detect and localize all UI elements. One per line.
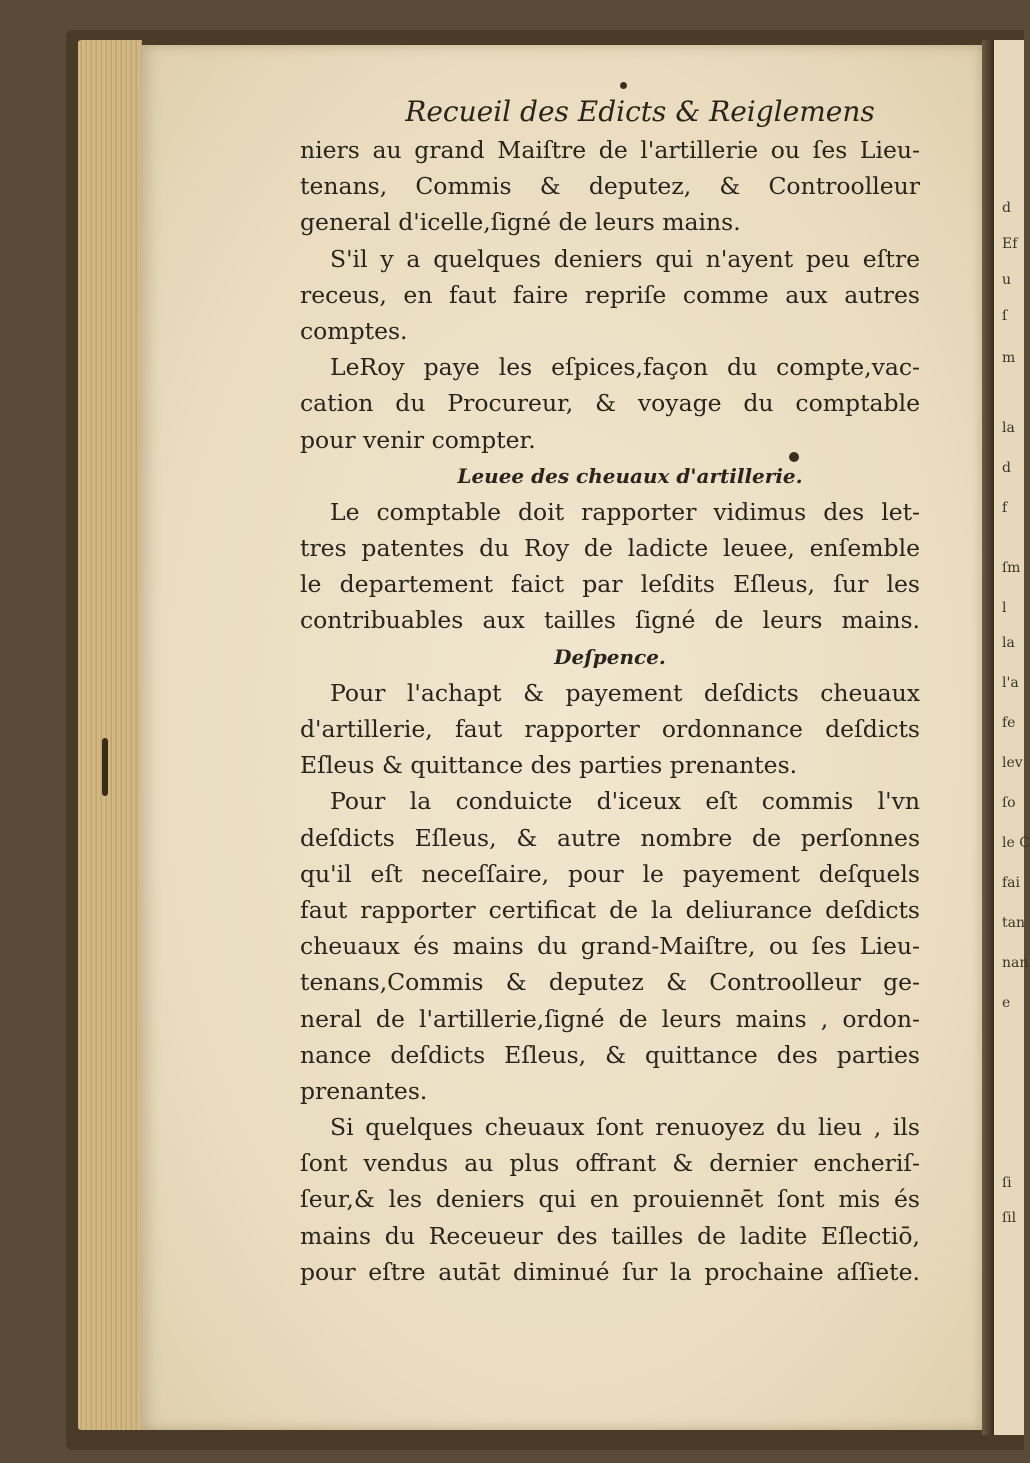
running-header: Recueil des Edicts & Reiglemens	[405, 95, 875, 128]
facing-page-fragment: e	[1002, 995, 1011, 1011]
text-line: faut rapporter certificat de la deliurance deſdicts	[300, 895, 920, 924]
text-line: Pour l'achapt & payement deſdicts cheuaux	[330, 678, 920, 707]
text-line: contribuables aux tailles ſigné de leurs mains.	[300, 606, 920, 635]
text-line: tenans, Commis & deputez, & Controolleur	[300, 172, 920, 201]
facing-page-fragment: l	[1002, 600, 1007, 616]
text-line: Pour la conduicte d'iceux eſt commis l'vn	[330, 787, 920, 816]
text-line: prenantes.	[300, 1076, 428, 1105]
text-line: qu'il eſt neceſſaire, pour le payement deſquels	[300, 859, 920, 888]
text-line: niers au grand Maiſtre de l'artillerie ou ſes Lieu-	[300, 136, 920, 164]
text-line: cation du Procureur, & voyage du comptable	[300, 389, 920, 418]
text-line: Si quelques cheuaux ſont renuoyez du lieu , ils	[330, 1113, 920, 1142]
text-line: d'artillerie, faut rapporter ordonnance deſdicts	[300, 715, 920, 743]
facing-page-fragment: fai	[1002, 875, 1021, 891]
text-line: tenans,Commis & deputez & Controolleur ge-	[300, 968, 920, 997]
facing-page-fragment: Ef	[1002, 236, 1018, 252]
page-text	[300, 95, 920, 1290]
text-line: deſdicts Eſleus, & autre nombre de perſonnes	[300, 823, 920, 852]
facing-page-fragment: le C	[1002, 835, 1030, 851]
facing-page-fragment: d	[1002, 460, 1011, 476]
text-line: Eſleus & quittance des parties prenantes.	[300, 751, 798, 780]
page-edges	[78, 40, 142, 1430]
ink-spot	[620, 82, 627, 89]
facing-page-fragment: nan	[1002, 955, 1029, 971]
text-line: S'il y a quelques deniers qui n'ayent peu eſtre	[330, 244, 920, 273]
text-line: le departement faict par leſdits Eſleus, ſur les	[300, 570, 920, 599]
facing-page-fragment: tan	[1002, 915, 1025, 931]
text-line: ſont vendus au plus offrant & dernier encheriſ-	[300, 1149, 920, 1178]
text-line: ſeur,& les deniers qui en prouiennēt ſont mis és	[300, 1185, 920, 1214]
facing-page-fragment: ſi	[1002, 1175, 1012, 1191]
section-heading-levee: Leuee des cheuaux d'artillerie.	[457, 463, 803, 488]
text-line: neral de l'artillerie,ſigné de leurs mains , ordon-	[300, 1004, 920, 1033]
facing-page-fragment: ſo	[1002, 795, 1016, 811]
facing-page-fragment: la	[1002, 635, 1015, 651]
text-line: comptes.	[300, 316, 408, 345]
text-line: Le comptable doit rapporter vidimus des let-	[330, 497, 920, 526]
text-line: mains du Receueur des tailles de ladite Eſlectiō,	[300, 1221, 920, 1250]
facing-page-fragment: l'a	[1002, 675, 1019, 691]
section-heading-despence: Deſpence.	[554, 644, 666, 669]
facing-page-fragment: f	[1002, 500, 1008, 516]
facing-page-fragment: fe	[1002, 715, 1016, 731]
facing-page-fragment: ſil	[1002, 1210, 1017, 1226]
text-line: tres patentes du Roy de ladicte leuee, enſemble	[300, 534, 920, 563]
facing-page-fragment: ſm	[1002, 560, 1021, 576]
book-gutter	[982, 40, 994, 1435]
facing-page-fragment: lev	[1002, 755, 1023, 771]
facing-page-fragment: m	[1002, 350, 1016, 366]
text-line: nance deſdicts Eſleus, & quittance des parties	[300, 1040, 920, 1069]
facing-page-fragment: u	[1002, 272, 1012, 288]
text-line: cheuaux és mains du grand-Maiſtre, ou ſes Lieu-	[300, 932, 920, 961]
text-line: pour venir compter.	[300, 425, 536, 454]
text-line: LeRoy paye les eſpices,façon du compte,vac-	[330, 353, 920, 382]
binding-mark	[102, 738, 108, 796]
facing-page-edge	[994, 40, 1030, 1435]
facing-page-fragment: d	[1002, 200, 1011, 216]
text-line: pour eſtre autāt diminué ſur la prochaine aſſiete.	[300, 1257, 920, 1286]
text-line: receus, en faut faire repriſe comme aux autres	[300, 280, 920, 309]
facing-page-fragment: ſ	[1002, 308, 1008, 324]
facing-page-fragment: la	[1002, 420, 1015, 436]
text-line: general d'icelle,ſigné de leurs mains.	[300, 208, 741, 237]
